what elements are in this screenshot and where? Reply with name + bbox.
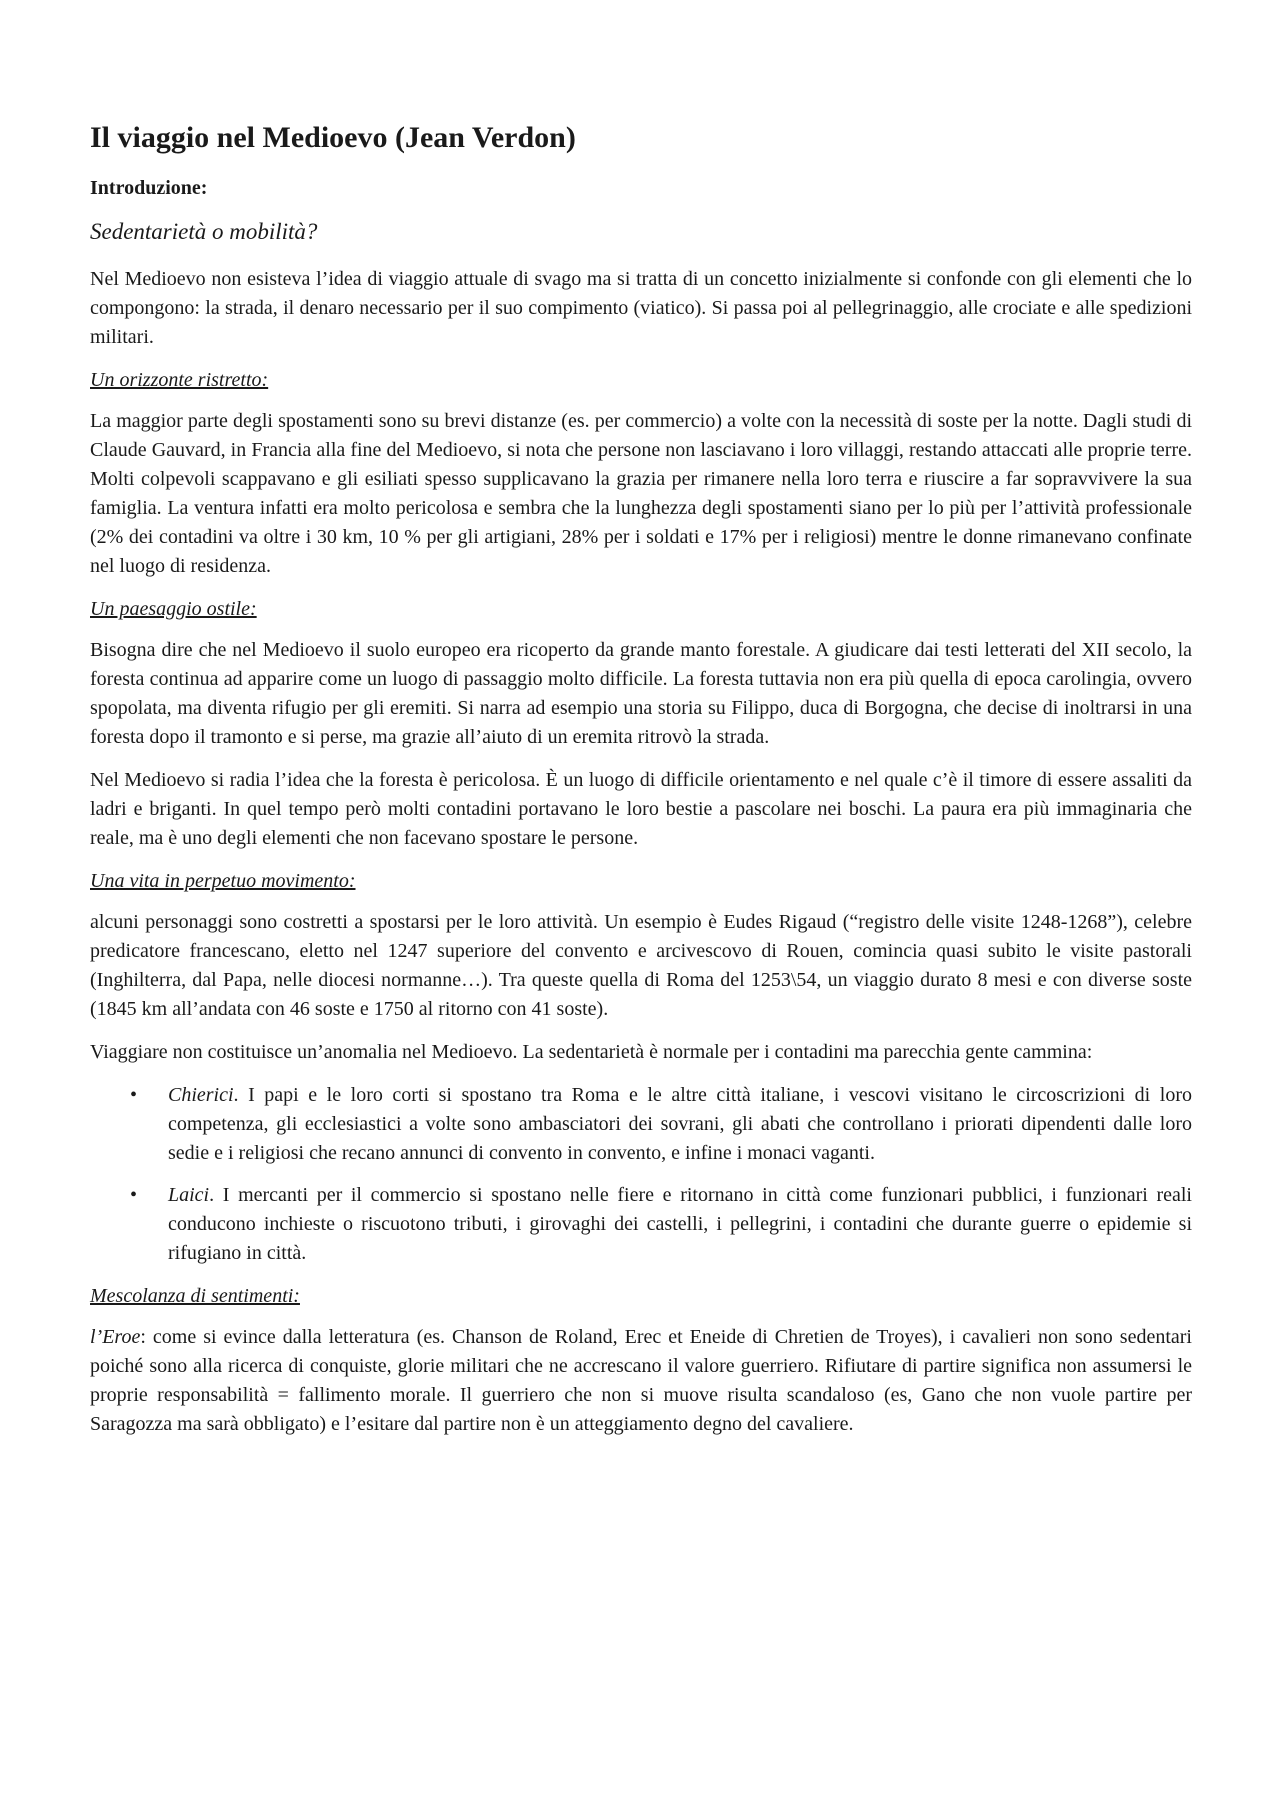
bullet-list [90,1081,1192,1268]
list-item [130,1181,1192,1268]
paragraph-text: : come si evince dalla letteratura (es. Chanson de Roland, Erec et Eneide di Chretien de Troyes), i cavalieri non sono sedentari poiché sono alla ricerca di conquiste, glorie militari che ne accrescano il valore guerriero. Rifiutare di partire significa non assumersi le proprie responsabilità = fallimento morale. Il guerriero che non si muove risulta scandaloso (es, Gano che non vuole partire per Saragozza ma sarà obbligato) e l’esitare dal partire non è un atteggiamento degno del cavaliere. [90,1326,1192,1435]
section-heading-orizzonte: Un orizzonte ristretto: [90,369,269,391]
paragraph-intro: Nel Medioevo non esisteva l’idea di viaggio attuale di svago ma si tratta di un concetto inizialmente si confonde con gli elementi che lo compongono: la strada, il denaro necessario per il suo compimento (viatico). Si passa poi al pellegrinaggio, alle crociate e alle spedizioni militari. [90,268,1192,348]
paragraph-paesaggio-1: Bisogna dire che nel Medioevo il suolo europeo era ricoperto da grande manto forestale. A giudicare dai testi letterati del XII secolo, la foresta continua ad apparire come un luogo di passaggio molto difficile. La foresta tuttavia non era più quella di epoca carolingia, ovvero spopolata, ma diventa rifugio per gli eremiti. Si narra ad esempio una storia su Filippo, duca di Borgogna, che decise di inoltrarsi in una foresta dopo il tramonto e si perse, ma grazie all’aiuto di un eremita ritrovò la strada. [90,639,1192,748]
document-title: Il viaggio nel Medioevo (Jean Verdon) [90,121,576,154]
intro-question: Sedentarietà o mobilità? [90,219,318,244]
list-item-term: Chierici [168,1084,234,1106]
paragraph-movimento-1: alcuni personaggi sono costretti a spostarsi per le loro attività. Un esempio è Eudes Rigaud (“registro delle visite 1248-1268”), celebre predicatore francescano, eletto nel 1247 superiore del convento e arcivescovo di Rouen, comincia quasi subito le visite pastorali (Inghilterra, dal Papa, nelle diocesi normanne…). Tra queste quella di Roma del 1253\54, un viaggio durato 8 mesi e con diverse soste (1845 km all’andata con 46 soste e 1750 al ritorno con 41 soste). [90,911,1192,1020]
section-heading-sentimenti: Mescolanza di sentimenti: [90,1285,300,1307]
list-item-term: Laici [168,1184,210,1206]
intro-label: Introduzione: [90,177,208,199]
section-heading-movimento: Una vita in perpetuo movimento: [90,870,356,892]
bullet-icon: • [130,1084,138,1106]
paragraph-term: l’Eroe [90,1326,141,1348]
paragraph-orizzonte: La maggior parte degli spostamenti sono su brevi distanze (es. per commercio) a volte con la necessità di soste per la notte. Dagli studi di Claude Gauvard, in Francia alla fine del Medioevo, si nota che persone non lasciavano i loro villaggi, restando attaccati alle proprie terre. Molti colpevoli scappavano e gli esiliati spesso supplicavano la grazia per rimanere nella loro terra e riuscire a far sopravvivere la sua famiglia. La ventura infatti era molto pericolosa e sembra che la lunghezza degli spostamenti siano per lo più per l’attività professionale (2% dei contadini va oltre i 30 km, 10 % per gli artigiani, 28% per i soldati e 17% per i religiosi) mentre le donne rimanevano confinate nel luogo di residenza. [90,410,1192,577]
bullet-icon: • [130,1184,138,1206]
section-heading-paesaggio: Un paesaggio ostile: [90,598,257,620]
paragraph-paesaggio-2: Nel Medioevo si radia l’idea che la foresta è pericolosa. È un luogo di difficile orientamento e nel quale c’è il timore di essere assaliti da ladri e briganti. In quel tempo però molti contadini portavano le loro bestie a pascolare nei boschi. La paura era più immaginaria che reale, ma è uno degli elementi che non facevano spostare le persone. [90,769,1192,849]
paragraph-sentimenti [90,1323,1192,1439]
paragraph-movimento-2: Viaggiare non costituisce un’anomalia nel Medioevo. La sedentarietà è normale per i contadini ma parecchia gente cammina: [90,1041,1093,1063]
list-item [130,1081,1192,1168]
document-page [90,118,1192,1453]
list-item-text: . I mercanti per il commercio si spostano nelle fiere e ritornano in città come funzionari pubblici, i funzionari reali conducono inchieste o riscuotono tributi, i girovaghi dei castelli, i pellegrini, i contadini che durante guerre o epidemie si rifugiano in città. [168,1184,1192,1264]
list-item-text: . I papi e le loro corti si spostano tra Roma e le altre città italiane, i vescovi visitano le circoscrizioni di loro competenza, gli ecclesiastici a volte sono ambasciatori dei sovrani, gli abati che controllano i priorati dipendenti dalle loro sedie e i religiosi che recano annunci di convento in convento, e infine i monaci vaganti. [168,1084,1192,1164]
